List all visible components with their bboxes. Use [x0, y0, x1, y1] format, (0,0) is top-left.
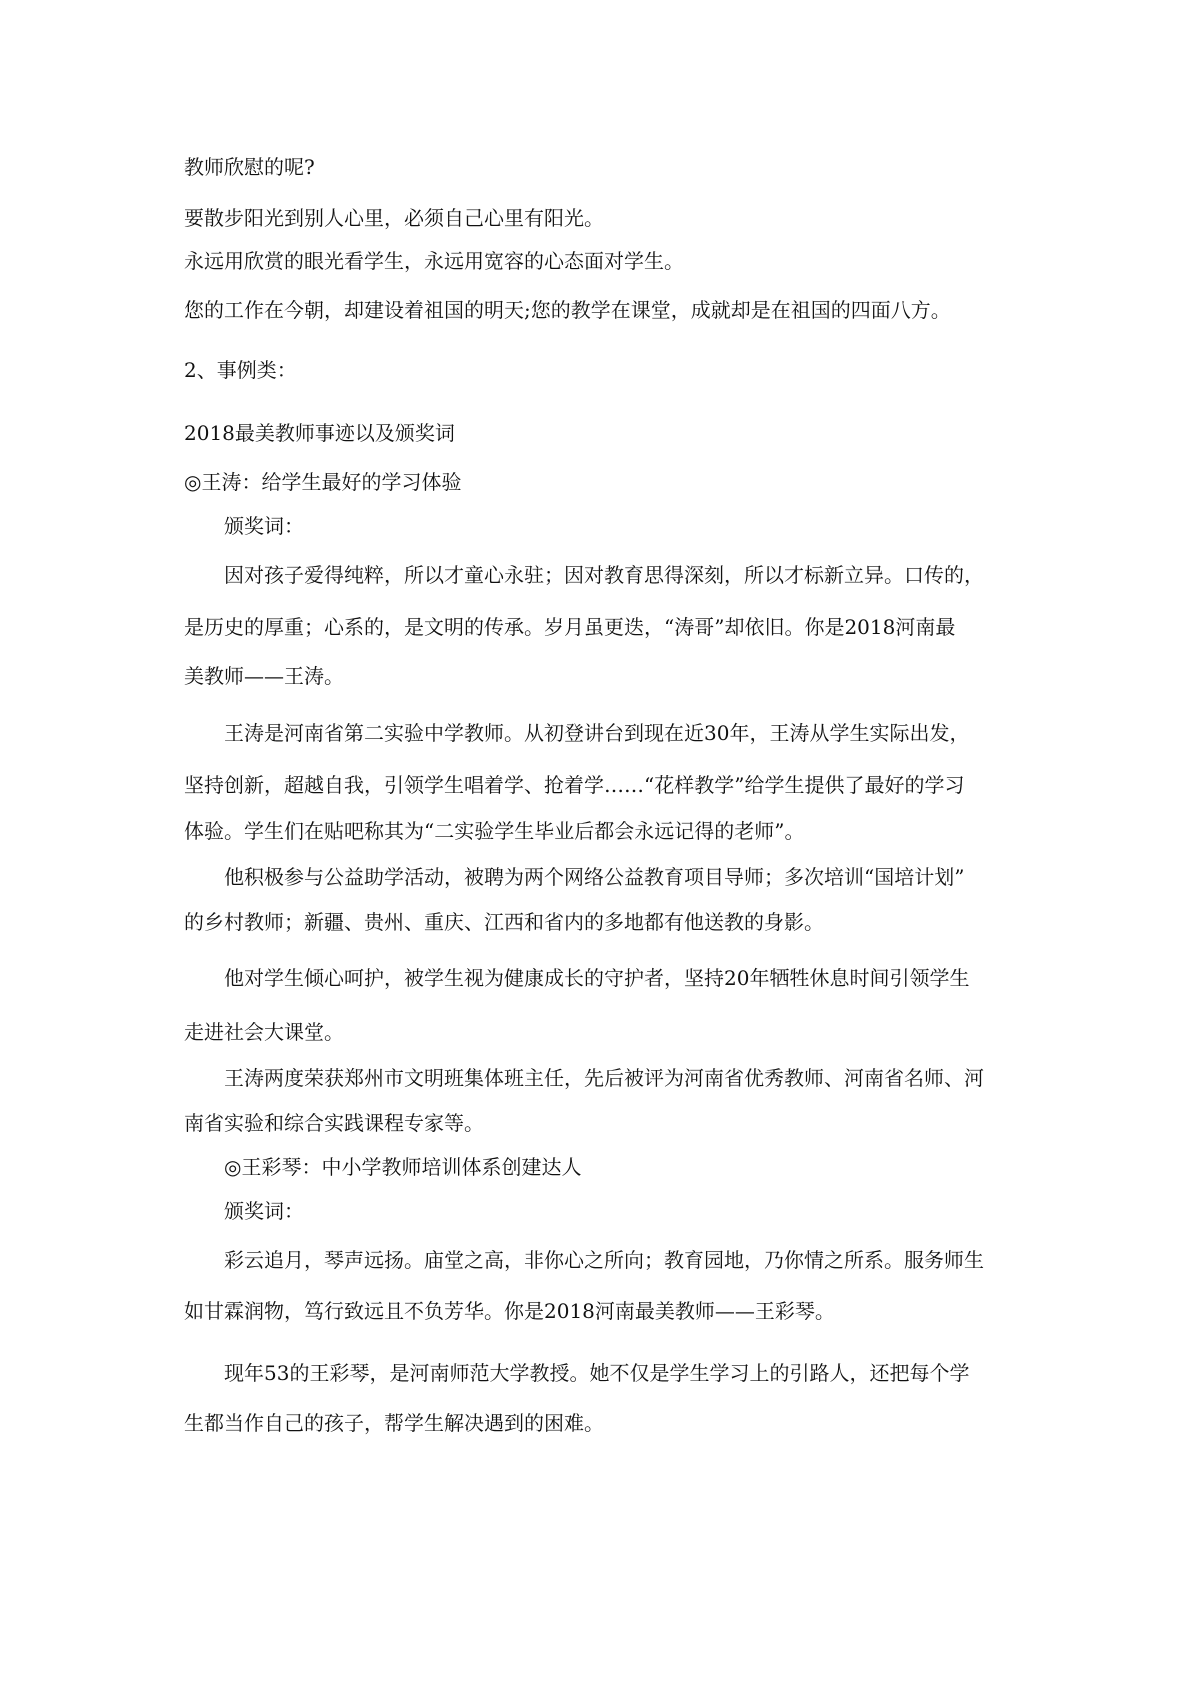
text-line: 教师欣慰的呢? [184, 155, 315, 179]
text-line: 走进社会大课堂。 [184, 1020, 344, 1044]
subheading: ◎王涛：给学生最好的学习体验 [184, 470, 462, 494]
article-title: 2018最美教师事迹以及颁奖词 [184, 421, 455, 445]
text-line: 生都当作自己的孩子，帮学生解决遇到的困难。 [184, 1411, 604, 1435]
text-line: 您的工作在今朝，却建设着祖国的明天;您的教学在课堂，成就却是在祖国的四面八方。 [184, 298, 951, 322]
text-line: 王涛是河南省第二实验中学教师。从初登讲台到现在近30年，王涛从学生实际出发， [224, 721, 970, 745]
text-line: 他积极参与公益助学活动，被聘为两个网络公益教育项目导师；多次培训“国培计划” [224, 865, 965, 889]
text-line: 现年53的王彩琴，是河南师范大学教授。她不仅是学生学习上的引路人，还把每个学 [224, 1361, 970, 1385]
text-line: 永远用欣赏的眼光看学生，永远用宽容的心态面对学生。 [184, 249, 684, 273]
text-line: 的乡村教师；新疆、贵州、重庆、江西和省内的多地都有他送教的身影。 [184, 910, 824, 934]
text-line: 坚持创新，超越自我，引领学生唱着学、抢着学……“花样教学”给学生提供了最好的学习 [184, 773, 965, 797]
text-line: 是历史的厚重；心系的，是文明的传承。岁月虽更迭，“涛哥”却依旧。你是2018河南最 [184, 615, 956, 639]
award-label: 颁奖词： [224, 514, 304, 538]
section-heading: 2、事例类： [184, 358, 297, 382]
text-line: 彩云追月，琴声远扬。庙堂之高，非你心之所向；教育园地，乃你情之所系。服务师生 [224, 1248, 984, 1272]
subheading: ◎王彩琴：中小学教师培训体系创建达人 [224, 1155, 582, 1179]
text-line: 他对学生倾心呵护，被学生视为健康成长的守护者，坚持20年牺牲休息时间引领学生 [224, 966, 970, 990]
award-label: 颁奖词： [224, 1199, 304, 1223]
text-line: 要散步阳光到别人心里，必须自己心里有阳光。 [184, 206, 604, 230]
text-line: 南省实验和综合实践课程专家等。 [184, 1111, 484, 1135]
text-line: 美教师——王涛。 [184, 664, 344, 688]
text-line: 王涛两度荣获郑州市文明班集体班主任，先后被评为河南省优秀教师、河南省名师、河 [224, 1066, 984, 1090]
text-line: 体验。学生们在贴吧称其为“二实验学生毕业后都会永远记得的老师”。 [184, 819, 805, 843]
text-line: 如甘霖润物，笃行致远且不负芳华。你是2018河南最美教师——王彩琴。 [184, 1299, 835, 1323]
text-line: 因对孩子爱得纯粹，所以才童心永驻；因对教育思得深刻，所以才标新立异。口传的， [224, 563, 984, 587]
